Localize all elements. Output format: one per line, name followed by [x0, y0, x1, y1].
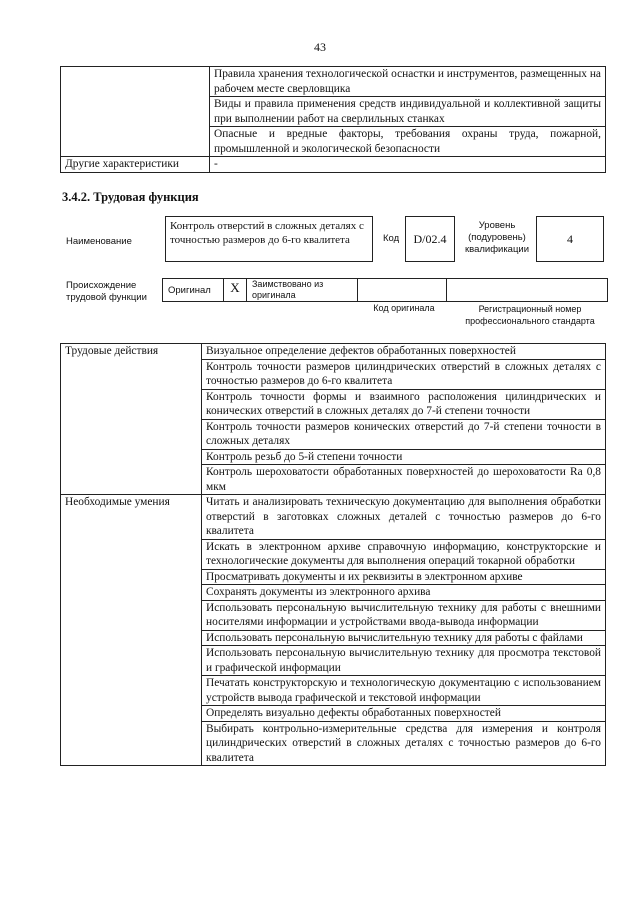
table-row: Определять визуально дефекты обработанных поверхностей	[202, 706, 606, 722]
section-title: 3.4.2. Трудовая функция	[62, 190, 199, 204]
other-characteristics-label: Другие характеристики	[61, 157, 210, 173]
page-number: 43	[314, 40, 326, 54]
origin-label: Происхождение трудовой функции	[66, 280, 147, 303]
labor-actions-label: Трудовые действия	[61, 344, 202, 495]
table-row: Контроль резьб до 5-й степени точности	[202, 449, 606, 465]
table-row: Сохранять документы из электронного архива	[202, 585, 606, 601]
table-row: Печатать конструкторскую и технологическую документацию с использованием устройств вывода графической и текстовой информации	[202, 676, 606, 706]
code-label: Код	[383, 233, 400, 244]
skills-label: Необходимые умения	[61, 495, 202, 766]
table-row: Читать и анализировать техническую документацию для выполнения обработки отверстий в заготовках сложных деталей с точностью размеров до 6-го квалитета	[202, 495, 606, 540]
table-row: Опасные и вредные факторы, требования охраны труда, пожарной, промышленной и экологической безопасности	[210, 127, 606, 157]
original-label: Оригинал	[168, 285, 211, 296]
level-value: 4	[567, 232, 573, 246]
table-row: Использовать персональную вычислительную технику для работы с внешними носителями информации и устройствами ввода-вывода информации	[202, 600, 606, 630]
table-row: Просматривать документы и их реквизиты в электронном архиве	[202, 569, 606, 585]
function-name-box	[165, 216, 373, 262]
origin-code-caption: Код оригинала	[373, 303, 435, 313]
table-row: Контроль точности размеров конических отверстий до 7-й степени точности в сложных деталях	[202, 419, 606, 449]
table-row: Виды и правила применения средств индивидуальной и коллективной защиты при выполнении работ на сверлильных станках	[210, 97, 606, 127]
code-box	[405, 216, 455, 262]
code-value: D/02.4	[413, 232, 447, 246]
function-name: Контроль отверстий в сложных деталях с точностью размеров до 6-го квалитета	[170, 220, 364, 246]
function-details-table	[60, 343, 606, 766]
level-box	[536, 216, 604, 262]
divider	[446, 278, 447, 302]
table-row: Искать в электронном архиве справочную информацию, конструкторские и технологические документы для выполнения операций токарной обработки	[202, 539, 606, 569]
table-row: Контроль точности размеров цилиндрических отверстий в сложных деталях с точностью размеров до 6-го квалитета	[202, 359, 606, 389]
table-row: Визуальное определение дефектов обработанных поверхностей	[202, 344, 606, 360]
table-row: Правила хранения технологической оснастки и инструментов, размещенных на рабочем месте сверловщика	[210, 67, 606, 97]
other-characteristics-value: -	[210, 157, 606, 173]
table-row: Контроль шероховатости обработанных поверхностей до шероховатости Ra 0,8 мкм	[202, 465, 606, 495]
table-row: Использовать персональную вычислительную технику для работы с файлами	[202, 630, 606, 646]
reg-number-caption: Регистрационный номер профессионального стандарта	[465, 304, 595, 326]
table-row: Контроль точности формы и взаимного расположения цилиндрических и конических отверстий в сложных деталях до 7-й степени точности	[202, 389, 606, 419]
borrowed-label: Заимствовано из оригинала	[252, 279, 324, 300]
empty-label-cell	[61, 67, 210, 157]
table-row: Выбирать контрольно-измерительные средства для измерения и контроля цилиндрических отверстий в сложных деталях с точностью размеров до 6-го квалитета	[202, 721, 606, 766]
name-label: Наименование	[66, 236, 132, 247]
knowledge-table-continuation	[60, 66, 606, 173]
original-mark: X	[230, 280, 240, 295]
table-row: Использовать персональную вычислительную технику для просмотра текстовой и графической информации	[202, 646, 606, 676]
level-label: Уровень (подуровень) квалификации	[464, 220, 530, 255]
